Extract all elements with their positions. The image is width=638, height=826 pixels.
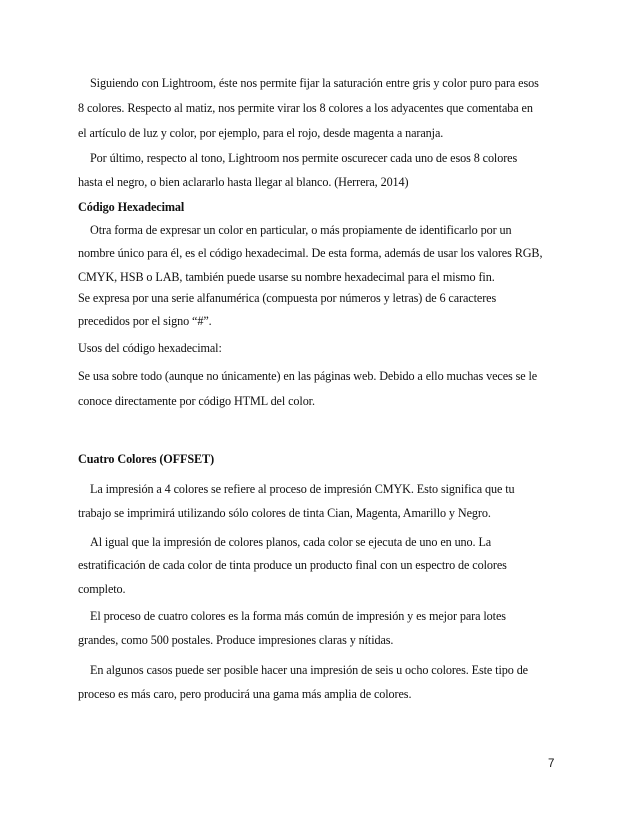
section-heading-offset: Cuatro Colores (OFFSET) [78, 452, 215, 466]
paragraph-9-line-1: En algunos casos puede ser posible hacer una impresión de seis u ocho colores. Este tipo de [90, 663, 528, 677]
paragraph-3-line-3: CMYK, HSB o LAB, también puede usarse su nombre hexadecimal para el mismo fin. [78, 270, 495, 284]
paragraph-2-line-1: Por último, respecto al tono, Lightroom nos permite oscurecer cada uno de esos 8 colores [90, 151, 518, 165]
paragraph-1-line-2: 8 colores. Respecto al matiz, nos permite virar los 8 colores a los adyacentes que comentaba en [78, 101, 533, 115]
paragraph-5-line-1: Se usa sobre todo (aunque no únicamente) en las páginas web. Debido a ello muchas veces se le [78, 369, 538, 383]
section-heading-hexadecimal: Código Hexadecimal [78, 200, 185, 214]
paragraph-7-line-1: Al igual que la impresión de colores planos, cada color se ejecuta de uno en uno. La [90, 535, 492, 549]
paragraph-8-line-1: El proceso de cuatro colores es la forma más común de impresión y es mejor para lotes [90, 609, 506, 623]
paragraph-7-line-3: completo. [78, 582, 126, 596]
paragraph-1-line-1: Siguiendo con Lightroom, éste nos permite fijar la saturación entre gris y color puro para esos [90, 76, 539, 90]
paragraph-1-line-3: el artículo de luz y color, por ejemplo, para el rojo, desde magenta a naranja. [78, 126, 444, 140]
paragraph-2-line-2: hasta el negro, o bien aclararlo hasta llegar al blanco. (Herrera, 2014) [78, 175, 409, 189]
paragraph-7-line-2: estratificación de cada color de tinta produce un producto final con un espectro de colores [78, 558, 507, 572]
paragraph-3-line-5: precedidos por el signo “#”. [78, 314, 212, 328]
paragraph-3-line-1: Otra forma de expresar un color en particular, o más propiamente de identificarlo por un [90, 223, 512, 237]
paragraph-8-line-2: grandes, como 500 postales. Produce impresiones claras y nítidas. [78, 633, 394, 647]
paragraph-6-line-2: trabajo se imprimirá utilizando sólo colores de tinta Cian, Magenta, Amarillo y Negro. [78, 506, 491, 520]
paragraph-3-line-4: Se expresa por una serie alfanumérica (compuesta por números y letras) de 6 caracteres [78, 291, 497, 305]
paragraph-9-line-2: proceso es más caro, pero producirá una gama más amplia de colores. [78, 687, 412, 701]
paragraph-4: Usos del código hexadecimal: [78, 341, 222, 355]
page-number: 7 [548, 758, 555, 770]
paragraph-6-line-1: La impresión a 4 colores se refiere al proceso de impresión CMYK. Esto significa que tu [90, 482, 515, 496]
paragraph-5-line-2: conoce directamente por código HTML del color. [78, 394, 315, 408]
paragraph-3-line-2: nombre único para él, es el código hexadecimal. De esta forma, además de usar los valores RGB, [78, 246, 543, 260]
